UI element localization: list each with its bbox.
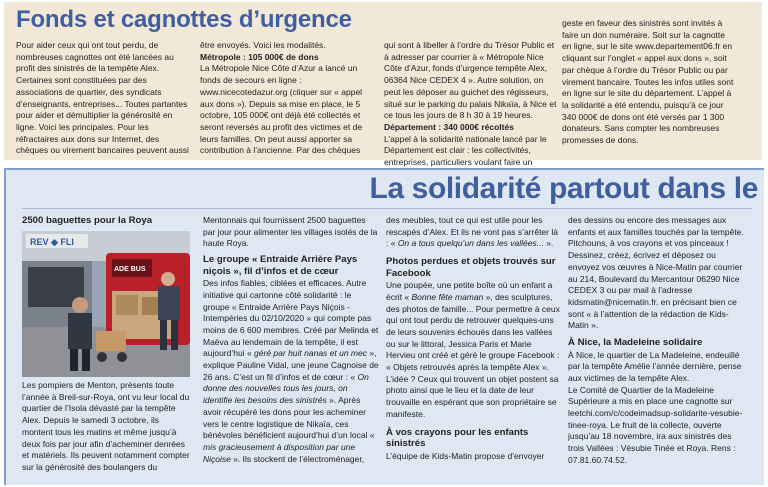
column-2 bbox=[203, 215, 379, 483]
paragraph: La Métropole Nice Côte d’Azur a lancé un fonds de secours en ligne : www.nicecotedazur.org (cliquer sur « appel aux dons »). Depuis sa mise en place, le 5 octobre, 105 000€ ont déjà été collectés et seront reversés au profit des victimes et de leurs familles. On peut aussi apporter sa contribution à l’ancienne. Par des chèques bbox=[200, 63, 363, 156]
text: », des sculptures, des photos de famille... Pour permettre à ceux qui ont tout perdu de retrouver quelques-uns de leurs souvenirs échoués dans les vallées ou sur le littoral, Jessica Paris et Marie Hervieu ont créé et géré le groupe Facebook : « Objets retrouvés après la tempête Alex ». L’idée ? Ceux qui trouvent un objet postent sa photo ainsi que le lieu et la date de leur trouvaille en espérant que son propriétaire se manifeste. bbox=[386, 291, 560, 419]
paragraph: qui sont à libeller à l’ordre du Trésor Public et à adresser par courrier à « Métropole Nice Côte d’Azur, fonds d’urgence tempête Alex, 06364 Nice CEDEX 4 ». Autre solution, on peut les déposer au guichet des régisseurs, situé sur le parking du palais Nikaïa, à Nice et ce tous les jours de 8 h 30 à 19 heures. bbox=[384, 40, 557, 121]
column-4 bbox=[562, 18, 736, 158]
subheading-entraide: Le groupe « Entraide Arrière Pays niçois », fil d’infos et de cœur bbox=[203, 254, 358, 277]
paragraph: Le Comité de Quartier de la Madeleine Supérieure a mis en place une cagnotte sur leetchi.com/c/codeimadsup-solidarite-vesubie-tinee-roya. Le fruit de la collecte, ouverte jusqu’au 18 novembre, ira aux sinistrés des trois Vallées : Vésubie Tinée et Roya. Rens : 07.81.60.74.52. bbox=[568, 384, 743, 465]
quote: mis gracieusement à disposition par une Niçoise bbox=[203, 441, 356, 464]
text: ». Après avoir récupéré les dons pour les acheminer vers le centre logistique de Nikaïa, ces bénévoles bénéficient aujourd’hui d’un local « bbox=[203, 395, 375, 441]
subheading-metropole: Métropole : 105 000€ de dons bbox=[200, 51, 319, 62]
text: ». Ils stockent de l’électroménager, bbox=[233, 453, 365, 464]
paragraph bbox=[386, 280, 562, 420]
quote: On donne des nouvelles tous les jours, on identifie les besoins des sinistrés bbox=[203, 371, 369, 406]
paragraph: Les pompiers de Menton, présents toute l’année à Breil-sur-Roya, ont vu leur local du quartier de l’Isola dévasté par la tempête Alex. Depuis le samedi 3 octobre, ils montent tous les matins et même jusqu’à deux fois par jour afin d’acheminer denrées et matériels. Ils peuvent notamment compter sur la générosité des boulangers du bbox=[22, 380, 190, 472]
text: Une poupée, une petite boîte où un enfant a écrit « bbox=[386, 280, 553, 302]
subheading-departement: Département : 340 000€ récoltés bbox=[384, 121, 514, 132]
firefighters-photo bbox=[22, 231, 190, 377]
top-strip bbox=[4, 168, 764, 170]
shop-sign: REV ◆ FLI bbox=[30, 237, 74, 247]
paragraph: geste en faveur des sinistrés sont invités à faire un don numéraire. Soit sur la cagnotte en ligne, sur le site www.departement06.fr en cliquant sur l’onglet « appel aux dons », soit par chèque à l’ordre du Trésor Public ou par virement bancaire. Toutes les infos utiles sont en ligne sur le site du département. L’appel à la solidarité a été entendu, puisqu’à ce jour 340 000€ de dons ont été versés par 1 300 donateurs. Sans compter les nombreuses promesses de dons. bbox=[562, 18, 734, 146]
paragraph: L’équipe de Kids-Matin propose d’envoyer bbox=[386, 450, 545, 461]
text: ». bbox=[546, 238, 554, 249]
column-3 bbox=[384, 40, 560, 168]
paragraph bbox=[386, 215, 562, 250]
column-1-text bbox=[22, 380, 192, 483]
column-2 bbox=[200, 40, 378, 158]
quote: géré par huit nanas et un mec bbox=[251, 348, 370, 359]
paragraph: être envoyés. Voici les modalités. bbox=[200, 40, 326, 50]
subheading-photos: Photos perdues et objets trouvés sur Facebook bbox=[386, 256, 556, 279]
paragraph bbox=[203, 278, 379, 465]
quote: On a tous quelqu’un dans les vallées... bbox=[395, 238, 547, 249]
paragraph: À Nice, le quartier de La Madeleine, endeuillé par la tempête Amélie l’année dernière, pense aux victimes de la tempête Alex. bbox=[568, 349, 742, 383]
left-strip bbox=[4, 168, 6, 485]
column-4 bbox=[568, 215, 748, 483]
quote: Bonne fête maman bbox=[409, 291, 486, 302]
subheading-crayons: À vos crayons pour les enfants sinistrés bbox=[386, 426, 529, 450]
divider bbox=[22, 208, 752, 209]
paragraph: L’appel à la solidarité nationale lancé par le Département est clair : les collectivités, entreprises, particuliers voulant faire un bbox=[384, 133, 547, 168]
article-title: Fonds et cagnottes d’urgence bbox=[16, 6, 352, 33]
emergency-funds-article bbox=[4, 2, 762, 168]
paragraph: Pour aider ceux qui ont tout perdu, de nombreuses cagnottes ont été lancées au profit des sinistrés de la tempête Alex. Certaines sont constituées par des associations de quartier, des syndicats d’enseignants, entreprises... Toutes partantes pour aider et démultiplier la générosité en ligne. Voici les principales. Pour les réfractaires aux dons sur Internet, des chèques ou virement bancaires peuvent aussi bbox=[16, 40, 189, 156]
text: des meubles, tout ce qui est utile pour les rescapés d’Alex. Et ils ne vont pas s’arrêter là : « bbox=[386, 215, 558, 249]
paragraph: Mentonnais qui fournissent 2500 baguettes par jour pour alimenter les villages isolés de la haute Roya. bbox=[203, 215, 378, 249]
solidarity-article bbox=[4, 168, 764, 485]
photo-illustration bbox=[22, 231, 190, 377]
text: », explique Pauline Vidal, une jeune Cagnoise de 26 ans. C’est un fil d’infos et de cœur : « bbox=[203, 348, 379, 382]
article-title: La solidarité partout dans le bbox=[369, 172, 758, 205]
text: Des infos fiables, ciblées et efficaces. Autre initiative qui cartonne côté solidarité : le groupe « Entraide Arrière Pays Niçois - Intempéries du 02/10/2020 » qui compte pas moins de 6 600 membres. Créé par Melinda et Maëva au lendemain de la tempête, il est aujourd’hui « bbox=[203, 278, 379, 359]
paragraph: des dessins ou encore des messages aux enfants et aux familles touchés par la tempête. Pitchouns, à vos crayons et vos pinceaux ! Dessinez, créez, écrivez et déposez ou envoyez vos œuvres à Nice-Matin par courrier au 214, Boulevard du Mercantour 06290 Nice CEDEX 3 ou par mail à l’adresse kidsmatin@nicematin.fr. en précisant bien ce sont « à l’attention de la rédaction de Kids-Matin ». bbox=[568, 215, 744, 331]
subheading-madeleine: À Nice, la Madeleine solidaire bbox=[568, 337, 703, 349]
column-3 bbox=[386, 215, 562, 483]
truck-label: ADE BUS bbox=[114, 266, 146, 273]
subheading-baguettes: 2500 baguettes pour la Roya bbox=[22, 215, 153, 226]
column-1 bbox=[16, 40, 190, 158]
